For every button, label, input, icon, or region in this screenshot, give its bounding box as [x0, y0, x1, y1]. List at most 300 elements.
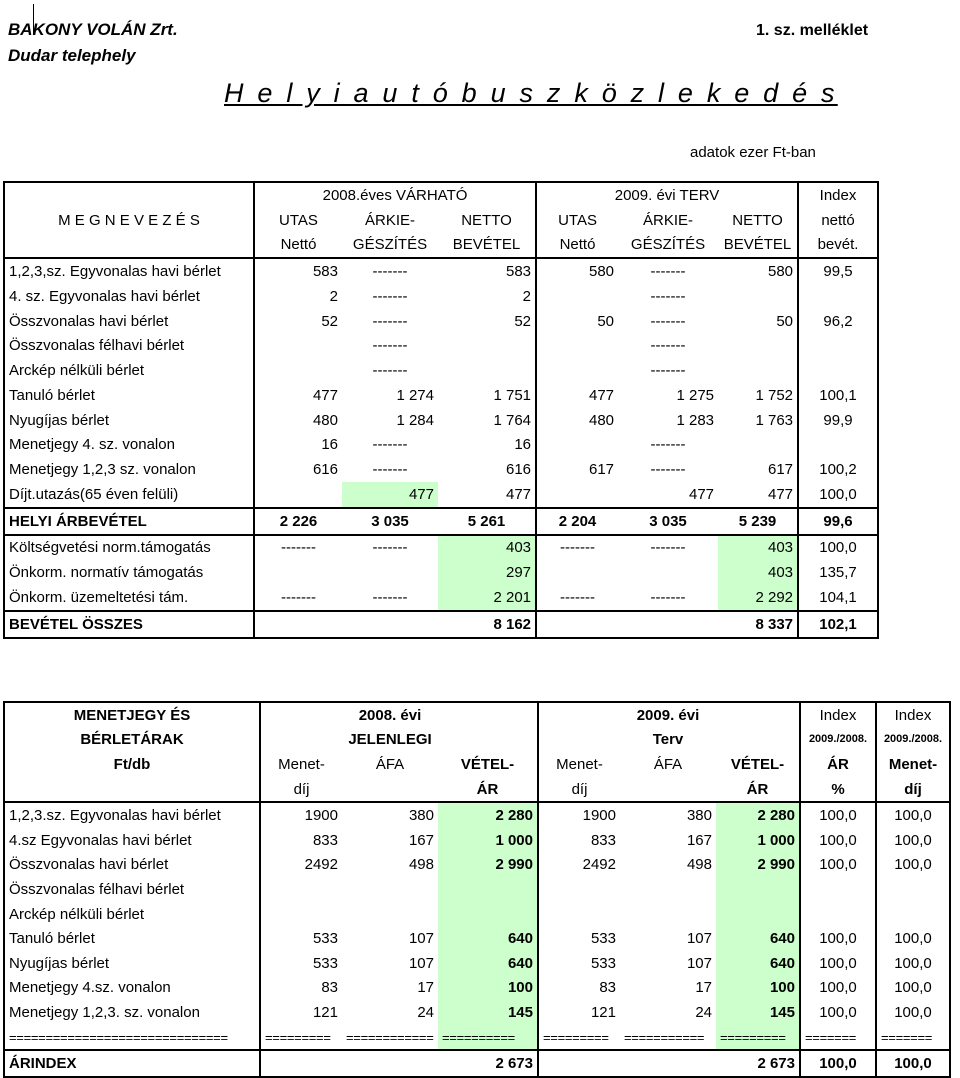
- table-cell: 1 763: [755, 411, 794, 429]
- separator-cell: =======: [800, 1025, 876, 1051]
- table-cell: [718, 433, 798, 458]
- table-cell: 99,6: [798, 508, 878, 535]
- group-index: Index: [798, 182, 878, 208]
- row-label: 4.sz Egyvonalas havi bérlet: [4, 828, 260, 853]
- table-cell: 1 000: [716, 828, 800, 853]
- table-cell: [536, 560, 618, 585]
- col-header: ÁRKIE-: [364, 211, 415, 229]
- table-cell: 100: [438, 976, 538, 1001]
- table-cell: [798, 334, 878, 359]
- row-label: 4. sz. Egyvonalas havi bérlet: [4, 284, 254, 309]
- table-cell: 2 280: [438, 802, 538, 828]
- total-row: [4, 508, 878, 535]
- table-cell: 580: [536, 258, 618, 284]
- page-title: H e l y i a u t ó b u s z k ö z l e k e d é s: [224, 78, 838, 108]
- table-cell: 1 283: [676, 411, 715, 429]
- table-cell: 403: [718, 535, 798, 561]
- separator-cell: =========: [260, 1025, 342, 1051]
- col-header: Index: [800, 702, 876, 728]
- table-cell: 477: [254, 383, 342, 408]
- table-cell: [438, 334, 536, 359]
- col-header: NETTO: [461, 211, 512, 229]
- row-label: Nyugíjas bérlet: [4, 408, 254, 433]
- table2-header-row: [4, 702, 950, 728]
- table-cell: [620, 902, 716, 927]
- row-label: Önkorm. normatív támogatás: [4, 560, 254, 585]
- table-cell: [876, 877, 950, 902]
- table-cell: 2 990: [716, 853, 800, 878]
- col-header: Ft/db: [4, 752, 260, 777]
- table-cell: 100,0: [876, 1000, 950, 1025]
- table-cell: [342, 611, 438, 638]
- table-cell: 477: [536, 383, 618, 408]
- col-header: 2008. évi: [342, 702, 438, 728]
- table-cell: -------: [372, 588, 408, 606]
- separator-cell: ============: [346, 1029, 434, 1045]
- col-header: %: [800, 777, 876, 803]
- table-cell: 100,0: [798, 482, 878, 508]
- table-cell: 100,0: [800, 926, 876, 951]
- total-row: [4, 1050, 950, 1077]
- row-label: Összvonalas félhavi bérlet: [4, 334, 254, 359]
- table-cell: 2 201: [438, 585, 536, 611]
- table-cell: 533: [260, 951, 342, 976]
- col-header: BÉRLETÁRAK: [4, 728, 260, 753]
- table-cell: 403: [718, 560, 798, 585]
- name-header: M E G N E V E Z É S: [4, 208, 254, 233]
- table-cell: 145: [438, 1000, 538, 1025]
- table-cell: [718, 334, 798, 359]
- col-header: ÁFA: [375, 755, 405, 773]
- separator-row: [4, 1025, 950, 1051]
- table-cell: [536, 358, 618, 383]
- table-cell: 2: [254, 284, 342, 309]
- table-cell: [438, 877, 538, 902]
- table1-header-row: [4, 208, 878, 233]
- table-row: [4, 802, 950, 828]
- table-cell: 5 239: [718, 508, 798, 535]
- table-cell: 2 292: [718, 585, 798, 611]
- table-cell: [536, 611, 618, 638]
- table-cell: 1 284: [396, 411, 434, 429]
- table-cell: 107: [686, 954, 712, 972]
- table-row: [4, 383, 878, 408]
- row-label: Összvonalas havi bérlet: [4, 309, 254, 334]
- table-cell: 2 204: [536, 508, 618, 535]
- table-cell: 2: [522, 287, 532, 305]
- table-cell: 16: [254, 433, 342, 458]
- row-label: Menetjegy 1,2,3 sz. vonalon: [4, 457, 254, 482]
- row-label: Tanuló bérlet: [4, 383, 254, 408]
- table-cell: [618, 560, 718, 585]
- table-cell: 640: [716, 951, 800, 976]
- table-row: [4, 482, 878, 508]
- table-cell: 107: [408, 930, 434, 948]
- revenue-table: [3, 181, 879, 639]
- table-cell: 100,0: [876, 926, 950, 951]
- table-cell: 100,0: [800, 951, 876, 976]
- table-cell: 83: [260, 976, 342, 1001]
- col-header: 2009./2008.: [800, 728, 876, 753]
- row-label: Arckép nélküli bérlet: [4, 902, 260, 927]
- col-header: VÉTEL-: [460, 755, 515, 773]
- col-header: GÉSZÍTÉS: [618, 233, 718, 259]
- table-cell: [342, 902, 438, 927]
- table-cell: 1900: [260, 802, 342, 828]
- table-cell: [536, 433, 618, 458]
- row-label: Menetjegy 4.sz. vonalon: [4, 976, 260, 1001]
- table-cell: -------: [372, 461, 408, 479]
- table-cell: [260, 1050, 342, 1077]
- table-cell: -------: [650, 287, 686, 305]
- table-cell: 1 751: [493, 386, 532, 404]
- col-header: VÉTEL-: [730, 755, 785, 773]
- table-cell: [260, 902, 342, 927]
- table-cell: 297: [438, 560, 536, 585]
- table-cell: 2 673: [438, 1050, 538, 1077]
- col-header: BEVÉTEL: [718, 233, 798, 259]
- table-cell: 96,2: [798, 309, 878, 334]
- table-row: [4, 457, 878, 482]
- table-cell: [254, 611, 342, 638]
- table-cell: 100,0: [876, 1050, 950, 1077]
- col-header: Menet-: [876, 752, 950, 777]
- table-cell: -------: [254, 535, 342, 561]
- table-cell: 498: [408, 856, 434, 874]
- table-cell: 100,0: [876, 951, 950, 976]
- col-header: GÉSZÍTÉS: [342, 233, 438, 259]
- table-cell: 477: [618, 482, 718, 508]
- table-cell: [798, 433, 878, 458]
- table-cell: 100,0: [876, 853, 950, 878]
- table-cell: -------: [254, 585, 342, 611]
- table-cell: [254, 482, 342, 508]
- separator-cell: ==============================: [4, 1025, 260, 1051]
- col-header: díj: [538, 777, 620, 803]
- table-cell: 83: [538, 976, 620, 1001]
- unit-note: adatok ezer Ft-ban: [690, 144, 816, 161]
- table-row: [4, 853, 950, 878]
- table-cell: 616: [254, 457, 342, 482]
- table-cell: -------: [372, 362, 408, 380]
- table-cell: 2 673: [716, 1050, 800, 1077]
- col-header: ÁFA: [653, 755, 683, 773]
- row-label: Menetjegy 4. sz. vonalon: [4, 433, 254, 458]
- table-cell: 121: [260, 1000, 342, 1025]
- col-header: UTAS: [536, 208, 618, 233]
- table-cell: -------: [650, 436, 686, 454]
- table-cell: 533: [538, 951, 620, 976]
- row-label: ÁRINDEX: [4, 1050, 260, 1077]
- table-cell: -------: [372, 337, 408, 355]
- table-row: [4, 408, 878, 433]
- annex-label: 1. sz. melléklet: [756, 22, 869, 39]
- table-cell: 2492: [538, 853, 620, 878]
- table-cell: [342, 877, 438, 902]
- row-label: Összvonalas havi bérlet: [4, 853, 260, 878]
- table-cell: 2492: [260, 853, 342, 878]
- table-cell: [254, 358, 342, 383]
- table-row: [4, 334, 878, 359]
- table-cell: -------: [650, 337, 686, 355]
- table-cell: 100,0: [876, 976, 950, 1001]
- col-header: díj: [260, 777, 342, 803]
- table-cell: 640: [438, 951, 538, 976]
- table-row: [4, 258, 878, 284]
- table-cell: [438, 902, 538, 927]
- table-cell: 480: [536, 408, 618, 433]
- table-row: [4, 309, 878, 334]
- col-header: MENETJEGY ÉS: [4, 702, 260, 728]
- price-table: [3, 701, 951, 1078]
- table-cell: 1 275: [676, 386, 715, 404]
- table-cell: [620, 1050, 716, 1077]
- row-label: HELYI ÁRBEVÉTEL: [4, 508, 254, 535]
- table-cell: 8 337: [718, 611, 798, 638]
- table-cell: 403: [438, 535, 536, 561]
- table-cell: -------: [372, 287, 408, 305]
- table-cell: 533: [538, 926, 620, 951]
- table-cell: 833: [260, 828, 342, 853]
- separator-cell: ==========: [438, 1025, 538, 1051]
- table-cell: 1 000: [438, 828, 538, 853]
- table-cell: 121: [538, 1000, 620, 1025]
- separator-cell: =======: [876, 1025, 950, 1051]
- table-row: [4, 535, 878, 561]
- col-header: Index: [876, 702, 950, 728]
- table-cell: -------: [372, 436, 408, 454]
- col-header: BEVÉTEL: [438, 233, 536, 259]
- row-label: Költségvetési norm.támogatás: [4, 535, 254, 561]
- row-label: BEVÉTEL ÖSSZES: [4, 611, 254, 638]
- table-cell: 477: [342, 482, 438, 508]
- table-cell: 580: [767, 263, 794, 281]
- col-header: Terv: [652, 731, 684, 749]
- table-cell: 480: [254, 408, 342, 433]
- table-cell: 50: [776, 312, 794, 330]
- table-cell: [800, 877, 876, 902]
- table-cell: [536, 482, 618, 508]
- col-header: díj: [876, 777, 950, 803]
- table2-header-row: [4, 728, 950, 753]
- col-header: Nettó: [536, 233, 618, 259]
- table-cell: 583: [505, 263, 532, 281]
- table-cell: 135,7: [798, 560, 878, 585]
- total-row: [4, 611, 878, 638]
- table-cell: [438, 358, 536, 383]
- table-cell: [618, 611, 718, 638]
- table-cell: 52: [514, 312, 532, 330]
- table-cell: 1 764: [493, 411, 532, 429]
- table-cell: 107: [686, 930, 712, 948]
- table-cell: 617: [767, 461, 794, 479]
- table2-header-row: [4, 777, 950, 803]
- table-cell: 1900: [538, 802, 620, 828]
- col-header: nettó: [798, 208, 878, 233]
- col-header: NETTO: [732, 211, 783, 229]
- row-label: Önkorm. üzemeltetési tám.: [4, 585, 254, 611]
- table-cell: -------: [650, 539, 686, 557]
- site-name: Dudar telephely: [8, 46, 136, 65]
- company-name: BAKONY VOLÁN Zrt.: [8, 20, 178, 39]
- group-2008: 2008.éves VÁRHATÓ: [254, 182, 536, 208]
- table-cell: 477: [718, 482, 798, 508]
- col-header: Nettó: [254, 233, 342, 259]
- group-2009: 2009. évi TERV: [536, 182, 798, 208]
- col-header: Menet-: [538, 752, 620, 777]
- table-cell: 3 035: [342, 508, 438, 535]
- table-cell: [798, 358, 878, 383]
- table-row: [4, 358, 878, 383]
- table-cell: [260, 877, 342, 902]
- row-label: Összvonalas félhavi bérlet: [4, 877, 260, 902]
- col-header: ÁRKIE-: [643, 211, 694, 229]
- table-cell: -------: [650, 312, 686, 330]
- table-row: [4, 951, 950, 976]
- table-cell: -------: [650, 461, 686, 479]
- table-cell: 100,0: [798, 535, 878, 561]
- table-cell: 100,0: [800, 1050, 876, 1077]
- table-cell: 17: [695, 979, 712, 997]
- table-cell: 104,1: [798, 585, 878, 611]
- row-label: Menetjegy 1,2,3. sz. vonalon: [4, 1000, 260, 1025]
- col-header: JELENLEGI: [348, 731, 432, 749]
- col-header: ÁR: [438, 777, 538, 803]
- table-cell: [536, 284, 618, 309]
- table-cell: 167: [686, 831, 712, 849]
- table-cell: 99,9: [798, 408, 878, 433]
- table-cell: [538, 902, 620, 927]
- table-row: [4, 976, 950, 1001]
- table-cell: 107: [408, 954, 434, 972]
- col-header: 2009. évi: [620, 702, 716, 728]
- table-row: [4, 560, 878, 585]
- table-cell: [536, 334, 618, 359]
- table-cell: [800, 902, 876, 927]
- row-label: 1,2,3.sz. Egyvonalas havi bérlet: [4, 802, 260, 828]
- col-header: ÁR: [716, 777, 800, 803]
- table-row: [4, 585, 878, 611]
- table-cell: 99,5: [798, 258, 878, 284]
- table-cell: 17: [417, 979, 434, 997]
- row-label: Arckép nélküli bérlet: [4, 358, 254, 383]
- table-cell: 100,0: [800, 1000, 876, 1025]
- table-cell: -------: [372, 539, 408, 557]
- col-header: ÁR: [800, 752, 876, 777]
- table-row: [4, 1000, 950, 1025]
- table-cell: 100,0: [876, 802, 950, 828]
- row-label: Díjt.utazás(65 éven felüli): [4, 482, 254, 508]
- col-header: 2009./2008.: [876, 728, 950, 753]
- table-cell: 616: [505, 461, 532, 479]
- table-row: [4, 284, 878, 309]
- table-cell: 2 990: [438, 853, 538, 878]
- table-cell: -------: [372, 312, 408, 330]
- table-cell: 8 162: [438, 611, 536, 638]
- table-row: [4, 926, 950, 951]
- separator-cell: ===========: [624, 1029, 705, 1045]
- table-cell: 2 280: [716, 802, 800, 828]
- table-cell: 16: [514, 436, 532, 454]
- table-cell: -------: [372, 263, 408, 281]
- table-cell: 640: [716, 926, 800, 951]
- table-cell: 5 261: [438, 508, 536, 535]
- table-cell: [876, 902, 950, 927]
- table-cell: -------: [650, 588, 686, 606]
- table1-header-row: [4, 182, 878, 208]
- table-cell: 100,2: [798, 457, 878, 482]
- table-cell: 617: [536, 457, 618, 482]
- separator-cell: =========: [538, 1025, 620, 1051]
- table-cell: [716, 902, 800, 927]
- table-cell: -------: [650, 263, 686, 281]
- table-cell: 100,0: [800, 828, 876, 853]
- table-cell: 100,0: [800, 853, 876, 878]
- table-cell: 583: [254, 258, 342, 284]
- table-cell: 380: [686, 807, 712, 825]
- table-cell: [798, 284, 878, 309]
- table-cell: 100,1: [798, 383, 878, 408]
- table-cell: [620, 877, 716, 902]
- table-row: [4, 902, 950, 927]
- row-label: 1,2,3,sz. Egyvonalas havi bérlet: [4, 258, 254, 284]
- table-cell: 3 035: [618, 508, 718, 535]
- table-cell: [718, 358, 798, 383]
- table-cell: 100,0: [800, 802, 876, 828]
- col-header: Menet-: [260, 752, 342, 777]
- table-cell: [538, 1050, 620, 1077]
- table-cell: [538, 877, 620, 902]
- table-cell: 100,0: [876, 828, 950, 853]
- table-cell: 167: [408, 831, 434, 849]
- table2-header-row: [4, 752, 950, 777]
- table-cell: -------: [536, 535, 618, 561]
- table-cell: 24: [695, 1003, 712, 1021]
- table-cell: -------: [650, 362, 686, 380]
- table-cell: 640: [438, 926, 538, 951]
- table-cell: 100,0: [800, 976, 876, 1001]
- table-cell: 50: [536, 309, 618, 334]
- table-row: [4, 828, 950, 853]
- table-cell: -------: [536, 585, 618, 611]
- table-cell: 477: [438, 482, 536, 508]
- table-cell: 380: [408, 807, 434, 825]
- row-label: Tanuló bérlet: [4, 926, 260, 951]
- table-cell: 1 752: [755, 386, 794, 404]
- table-cell: 102,1: [798, 611, 878, 638]
- table-cell: 2 226: [254, 508, 342, 535]
- separator-cell: =========: [716, 1025, 800, 1051]
- row-label: Nyugíjas bérlet: [4, 951, 260, 976]
- table-cell: 833: [538, 828, 620, 853]
- table-cell: 24: [417, 1003, 434, 1021]
- table-cell: [254, 334, 342, 359]
- table-cell: 498: [686, 856, 712, 874]
- col-header: bevét.: [798, 233, 878, 259]
- col-header: UTAS: [254, 208, 342, 233]
- table-cell: 52: [254, 309, 342, 334]
- table-cell: [254, 560, 342, 585]
- table-cell: 145: [716, 1000, 800, 1025]
- table1-header-row: [4, 233, 878, 259]
- table-row: [4, 877, 950, 902]
- table-row: [4, 433, 878, 458]
- table-cell: [718, 284, 798, 309]
- table-cell: 1 274: [396, 386, 434, 404]
- table-cell: 533: [260, 926, 342, 951]
- table-cell: 100: [716, 976, 800, 1001]
- table-cell: [342, 560, 438, 585]
